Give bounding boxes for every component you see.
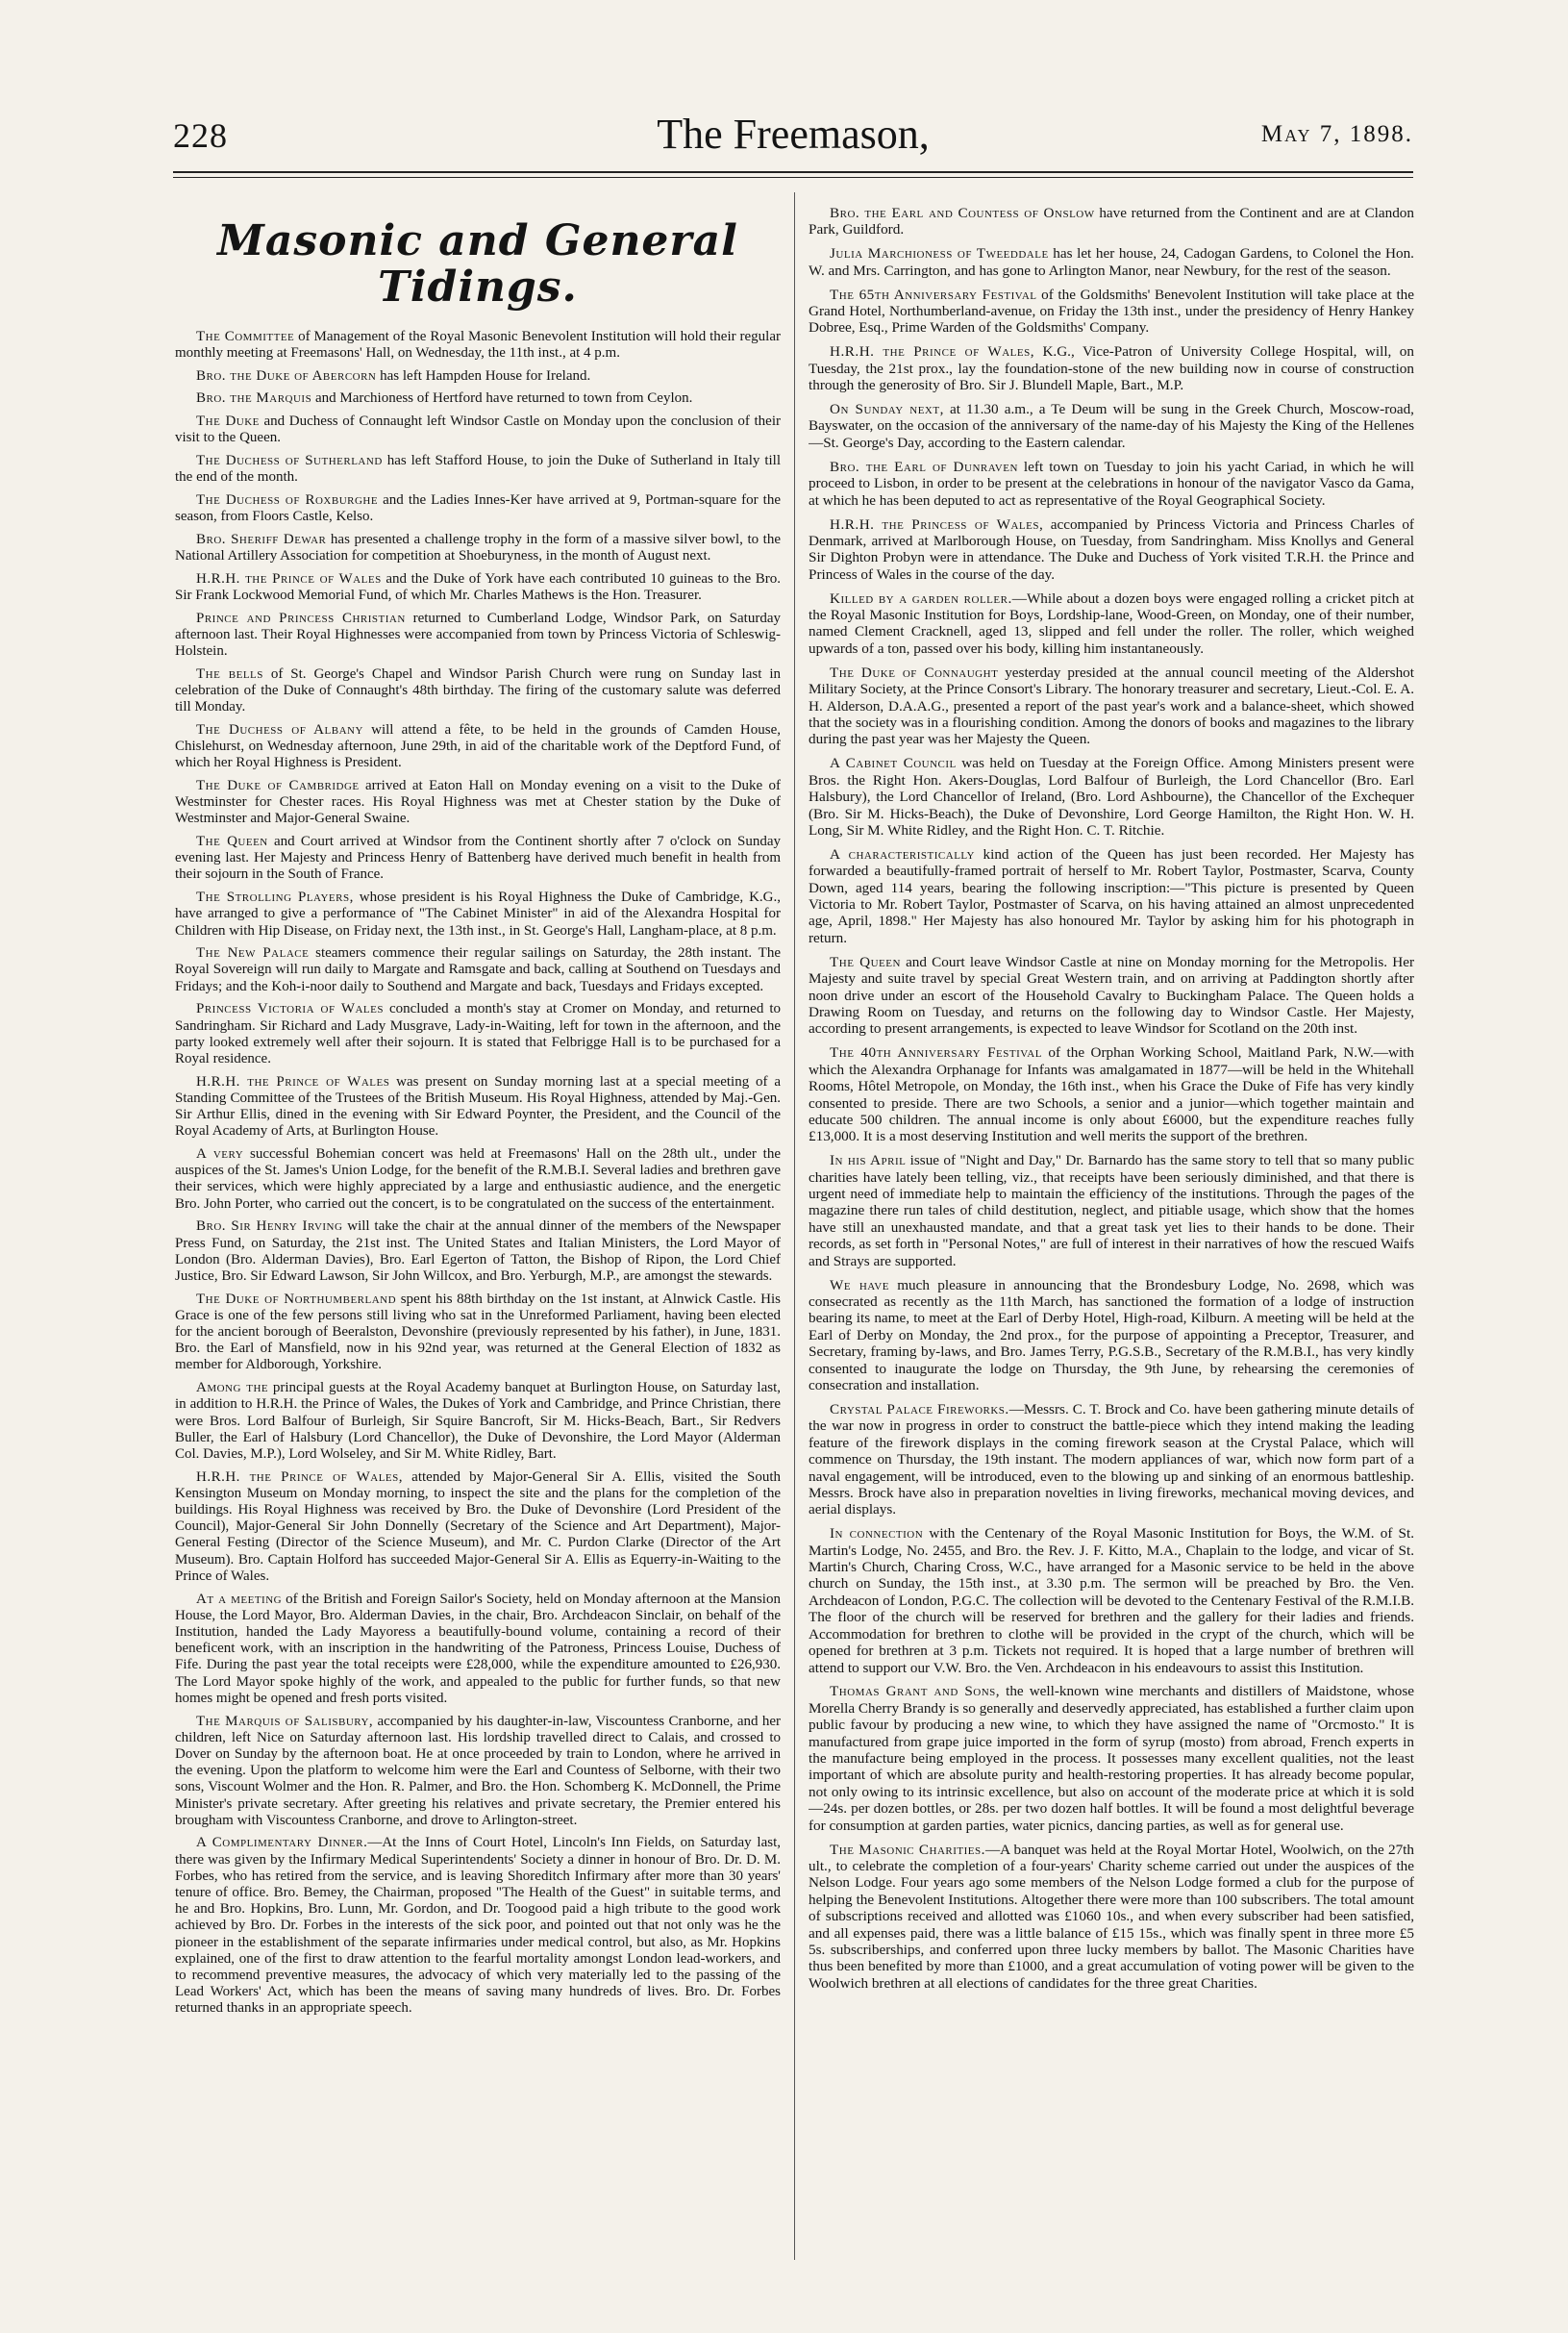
- paragraph-text: —Messrs. C. T. Brock and Co. have been gathering minute details of the war now in progress in order to construct the battle-piece which they intend making the leading feature of the firework displays in the coming firework season at the Crystal Palace, which will commence on Thursday, the 19th instant. The modern appliances of war, which now form part of a naval engagement, will be introduced, even to the blowing up and sinking of an enormous battleship. Messrs. Brock have also in preparation novelties in living fireworks, mechanical moving devices, and aerial displays.: [809, 1400, 1414, 1518]
- news-paragraph: [175, 1835, 781, 2017]
- news-paragraph: [175, 778, 781, 828]
- page-number: 228: [173, 116, 228, 155]
- paragraph-lead: Prince and Princess Christian: [196, 610, 406, 626]
- news-paragraph: [809, 846, 1414, 946]
- paragraph-text: K.G., Vice-Patron of University College Hospital, will, on Tuesday, the 21st prox., lay the foundation-stone of the new building now in course of construction through the generosity of Bro. Sir J. Blundell Maple, Bart., M.P.: [809, 343, 1414, 394]
- news-paragraph: [175, 571, 781, 604]
- paragraph-lead: The bells: [196, 665, 263, 682]
- paragraph-text: of the Orphan Working School, Maitland Park, N.W.—with which the Alexandra Orphanage for Infants was amalgamated in 1877—will be held in the Whitehall Rooms, Hôtel Metropole, on Monday, the 16th inst., when his Grace the Duke of Fife has very kindly consented to preside. There are two Schools, a senior and a junior—which together maintain and educate 500 children. The annual income is only about £6000, but the expenditure reaches fully £13,000. It is a most deserving Institution and well merits the support of the brethren.: [809, 1044, 1414, 1145]
- paragraph-lead: In his April: [830, 1152, 907, 1169]
- news-paragraph: [175, 1380, 781, 1463]
- paragraph-lead: The Duchess of Sutherland: [196, 453, 383, 468]
- paragraph-lead: On Sunday next,: [830, 401, 944, 418]
- left-column: [175, 205, 781, 2263]
- paragraph-lead: The Queen: [830, 953, 901, 970]
- news-paragraph: [175, 1292, 781, 1374]
- news-paragraph: [175, 890, 781, 940]
- news-paragraph: [175, 1001, 781, 1067]
- paragraph-lead: A Cabinet Council: [830, 755, 957, 772]
- paragraph-lead: Bro. the Marquis: [196, 390, 312, 407]
- paragraph-text: concluded a month's stay at Cromer on Monday, and returned to Sandringham. Sir Richard and Lady Musgrave, Lady-in-Waiting, left for town in the afternoon, and the party looked extremely well after their sojourn. It is stated that Felbrigge Hall is to be purchased for a Royal residence.: [175, 1001, 781, 1066]
- paragraph-text: accompanied by Princess Victoria and Princess Charles of Denmark, arrived at Marlborough House, on Tuesday, from Sandringham. Miss Knollys and General Sir Dighton Probyn were in attendance. The Duke and Duchess of York visited T.R.H. the Prince and Princess of Wales in the course of the day.: [809, 515, 1414, 583]
- paragraph-text: and the Duke of York have each contributed 10 guineas to the Bro. Sir Frank Lockwood Memorial Fund, of which Mr. Charles Mathews is the Hon. Treasurer.: [175, 570, 781, 603]
- news-paragraph: [809, 1842, 1414, 1993]
- paragraph-lead: Bro. the Earl and Countess of Onslow: [830, 205, 1095, 221]
- paragraph-lead: We have: [830, 1276, 889, 1293]
- paragraph-text: was present on Sunday morning last at a special meeting of a Standing Committee of the Trustees of the British Museum. His Royal Highness, attended by Maj.-Gen. Sir Arthur Ellis, dined in the evening with Sir Edward Poynter, the President, and the Council of the Royal Academy of Arts, at Burlington House.: [175, 1073, 781, 1140]
- paragraph-text: and Marchioness of Hertford have returned to town from Ceylon.: [311, 390, 693, 407]
- news-paragraph: [175, 414, 781, 446]
- paragraph-lead: Thomas Grant and Sons,: [830, 1683, 1001, 1700]
- news-paragraph: [809, 343, 1414, 393]
- news-paragraph: [175, 492, 781, 525]
- paragraph-text: will attend a fête, to be held in the grounds of Camden House, Chislehurst, on Wednesday afternoon, June 29th, in aid of the charitable work of the Deptford Fund, of which her Royal Highness is President.: [175, 721, 781, 771]
- paragraph-text: —While about a dozen boys were engaged rolling a cricket pitch at the Royal Masonic Institution for Boys, Lordship-lane, Wood-Green, on Monday, one of their number, named Clement Cracknell, aged 13, slipped and fell under the roller. The roller, which weighed upwards of a ton, passed over his body, killing him instantaneously.: [809, 590, 1414, 657]
- news-paragraph: [809, 287, 1414, 337]
- news-paragraph: [809, 1152, 1414, 1269]
- paragraph-lead: H.R.H. the Prince of Wales: [196, 570, 382, 587]
- paragraph-text: will take the chair at the annual dinner of the members of the Newspaper Press Fund, on Saturday, the 21st inst. The United States and Italian Ministers, the Lord Mayor of London (Bro. Alderman Davies), Bro. Earl Egerton of Tatton, the Bishop of Ripon, the Lord Chief Justice, Bro. Sir Edward Lawson, Sir John Willcox, and Bro. Yerburgh, M.P., are amongst the stewards.: [175, 1218, 781, 1284]
- news-paragraph: [809, 245, 1414, 279]
- paragraph-lead: The 40th Anniversary Festival: [830, 1044, 1042, 1062]
- news-paragraph: [175, 1592, 781, 1707]
- news-paragraph: [809, 590, 1414, 658]
- right-column: [809, 205, 1414, 2263]
- paragraph-lead: Julia Marchioness of Tweeddale: [830, 245, 1049, 263]
- paragraph-text: of the Goldsmiths' Benevolent Institution will take place at the Grand Hotel, Northumberland-avenue, on Friday the 13th inst., under the presidency of Henry Hankey Dobree, Esq., Prime Warden of the Goldsmiths' Company.: [809, 286, 1414, 337]
- paragraph-text: arrived at Eaton Hall on Monday evening on a visit to the Duke of Westminster for Chester races. His Royal Highness was met at Chester station by the Duke of Westminster and Major-General Swaine.: [175, 777, 781, 827]
- news-paragraph: [175, 834, 781, 884]
- paragraph-lead: A very: [196, 1146, 244, 1163]
- news-paragraph: [809, 401, 1414, 451]
- paragraph-text: spent his 88th birthday on the 1st instant, at Alnwick Castle. His Grace is one of the few persons still living who sat in the Unreformed Parliament, having been elected for the ancient borough of Beeralston, Devonshire (previously represented by his father), in June, 1831. Bro. the Earl of Mansfield, now in his 92nd year, was returned at the General Election of 1832 as member for Aldborough, Yorkshire.: [175, 1291, 781, 1373]
- paragraph-text: principal guests at the Royal Academy banquet at Burlington House, on Saturday last, in addition to H.R.H. the Prince of Wales, the Dukes of York and Cambridge, and Prince Christian, there were Bros. Lord Balfour of Burleigh, Sir Squire Bancroft, Sir M. Hicks-Beach, Bart., Sir Redvers Buller, the Earl of Halsbury (Lord Chancellor), the Duke of Devonshire, the Lord Mayor (Alderman Col. Davies, M.P.), Lord Wolseley, and Sir M. White Ridley, Bart.: [175, 1380, 781, 1462]
- news-paragraph: [175, 390, 781, 407]
- paragraph-lead: Crystal Palace Fireworks.: [830, 1400, 1009, 1417]
- news-paragraph: [809, 1277, 1414, 1394]
- paragraph-lead: Bro. Sir Henry Irving: [196, 1218, 343, 1235]
- paragraph-text: left town on Tuesday to join his yacht Cariad, in which he will proceed to Lisbon, in order to be present at the celebrations in honour of the navigator Vasco da Gama, at which he has been deputed to act as representative of the Royal Geographical Society.: [809, 458, 1414, 509]
- paragraph-text: has left Stafford House, to join the Duke of Sutherland in Italy till the end of the month.: [175, 453, 781, 486]
- paragraph-lead: A Complimentary Dinner.: [196, 1835, 368, 1851]
- column-divider: [794, 192, 795, 2260]
- paragraph-text: with the Centenary of the Royal Masonic Institution for Boys, the W.M. of St. Martin's Lodge, No. 2455, and Bro. the Rev. J. F. Kitto, M.A., Chaplain to the lodge, and vicar of St. Martin's Church, Charing Cross, W.C., have arranged for a Masonic service to be held in the above church on Sunday, the 15th inst., at 3.30 p.m. The sermon will be preached by Bro. the Ven. Archdeacon of London, P.G.C. The collection will be devoted to the Centenary Festival of the R.M.I.B. The floor of the church will be reserved for brethren and the gallery for their ladies and friends. Accommodation for brethren to clothe will be provided in the crypt of the church, which will be opened for brethren at 3 p.m. Tickets not required. It is hoped that a large number of brethren will attend to support our V.W. Bro. the Ven. Archdeacon in his endeavours to assist this Institution.: [809, 1525, 1414, 1676]
- issue-date: May 7, 1898.: [1260, 121, 1413, 147]
- paragraph-lead: H.R.H. the Princess of Wales,: [830, 515, 1044, 533]
- paragraph-lead: The 65th Anniversary Festival: [830, 286, 1037, 303]
- news-paragraph: [175, 532, 781, 564]
- news-paragraph: [809, 516, 1414, 584]
- news-paragraph: [809, 665, 1414, 748]
- paragraph-text: much pleasure in announcing that the Brondesbury Lodge, No. 2698, which was consecrated as recently as the 11th March, has sanctioned the formation of a lodge of instruction bearing its name, to meet at the Earl of Derby Hotel, High-road, Kilburn. A meeting will be held at the Earl of Derby on Monday, the 2nd prox., for the purpose of appointing a Preceptor, Treasurer, and Secretary, framing by-laws, and Bro. James Terry, P.G.S.B., Secretary of the R.M.B.I., has very kindly consented to inaugurate the lodge on Thursday, the 9th June, by rehearsing the ceremonies of consecration and installation.: [809, 1276, 1414, 1393]
- paragraph-lead: The Duke of Cambridge: [196, 777, 360, 793]
- article-heading: Masonic and General Tidings.: [217, 216, 738, 313]
- news-paragraph: [809, 755, 1414, 839]
- paragraph-text: was held on Tuesday at the Foreign Office. Among Ministers present were Bros. the Right Hon. Akers-Douglas, Lord Balfour of Burleigh, the Lord Chancellor (Bro. Earl Halsbury), the Lord Chancellor of Ireland, (Bro. Lord Ashbourne), the Chancellor of the Exchequer (Bro. Sir M. Hicks-Beach), the Duke of Devonshire, Lord George Hamilton, the Right Hon. W. H. Long, Sir M. White Ridley, and the Right Hon. C. T. Ritchie.: [809, 755, 1414, 839]
- news-paragraph: [809, 1525, 1414, 1676]
- paragraph-text: of St. George's Chapel and Windsor Parish Church were rung on Sunday last in celebration of the Duke of Connaught's 48th birthday. The firing of the customary salute was deferred till Monday.: [175, 665, 781, 715]
- news-paragraph: [175, 1469, 781, 1585]
- news-paragraph: [809, 954, 1414, 1038]
- paragraph-lead: Princess Victoria of Wales: [196, 1001, 384, 1017]
- paragraph-text: successful Bohemian concert was held at Freemasons' Hall on the 28th ult., under the auspices of the St. James's Union Lodge, for the benefit of the R.M.B.I. Several ladies and brethren gave their services, which were highly appreciated by a large and enthusiastic audience, and the energetic Bro. John Porter, who carried out the concert, is to be congratulated on the success of the entertainment.: [175, 1146, 781, 1212]
- paragraph-lead: In connection: [830, 1525, 924, 1543]
- paragraph-lead: H.R.H. the Prince of Wales: [196, 1073, 390, 1090]
- paragraph-text: has left Hampden House for Ireland.: [376, 367, 591, 384]
- paragraph-text: of Management of the Royal Masonic Benevolent Institution will hold their regular monthly meeting at Freemasons' Hall, on Wednesday, the 11th inst., at 4 p.m.: [175, 328, 781, 361]
- news-paragraph: [175, 1074, 781, 1141]
- paragraph-lead: Bro. the Duke of Abercorn: [196, 367, 377, 384]
- news-paragraph: [175, 945, 781, 995]
- news-paragraph: [175, 722, 781, 772]
- paragraph-lead: Bro. the Earl of Dunraven: [830, 458, 1018, 475]
- masthead: [173, 108, 1413, 165]
- paragraph-lead: The Duchess of Roxburghe: [196, 491, 379, 508]
- journal-title: The Freemason,: [657, 111, 930, 158]
- news-paragraph: [809, 1401, 1414, 1518]
- paragraph-text: at 11.30 a.m., a Te Deum will be sung in the Greek Church, Moscow-road, Bayswater, on the occasion of the anniversary of the name-day of his Majesty the King of the Hellenes—St. George's Day, according to the Eastern calendar.: [809, 401, 1414, 451]
- paragraph-text: have returned from the Continent and are at Clandon Park, Guildford.: [809, 205, 1414, 238]
- news-paragraph: [809, 1683, 1414, 1834]
- paragraph-lead: A characteristically: [830, 845, 975, 863]
- paragraph-lead: H.R.H. the Prince of Wales,: [196, 1468, 404, 1485]
- paragraph-lead: The Committee: [196, 328, 295, 344]
- paragraph-text: and Court arrived at Windsor from the Continent shortly after 7 o'clock on Sunday evening last. Her Majesty and Princess Henry of Battenberg have derived much benefit in health from their sojourn in the South of France.: [175, 834, 781, 883]
- paragraph-text: the well-known wine merchants and distillers of Maidstone, whose Morella Cherry Brandy is so generally and deservedly appreciated, has established a further claim upon public favour by producing a new wine, to which they have assigned the name of "Orcmosto." It is manufactured from grape juice imported in the form of syrup (mosto) from abroad, French experts in the manufacture being employed in the process. It possesses many excellent qualities, not the least important of which are absolute purity and health-restoring properties. It has already become popular, not only owing to its intrinsic excellence, but also on account of the moderate price at which it is sold—24s. per dozen bottles, or 28s. per two dozen half bottles. It will be found a most delightful beverage for consumption at garden parties, water picnics, dancing parties, as well as for general use.: [809, 1683, 1414, 1834]
- news-paragraph: [175, 329, 781, 362]
- paragraph-lead: Killed by a garden roller.: [830, 590, 1012, 607]
- paragraph-lead: At a meeting: [196, 1591, 283, 1607]
- paragraph-lead: The Marquis of Salisbury,: [196, 1713, 374, 1729]
- right-paragraphs: [809, 205, 1414, 1992]
- paragraph-lead: The Masonic Charities.: [830, 1841, 985, 1858]
- paragraph-lead: The Duke of Northumberland: [196, 1291, 397, 1307]
- news-paragraph: [809, 205, 1414, 238]
- paragraph-text: —At the Inns of Court Hotel, Lincoln's Inn Fields, on Saturday last, there was given by the Infirmary Medical Superintendents' Society a dinner in honour of Bro. Dr. D. M. Forbes, who has retired from the service, and is leaving Shoreditch Infirmary after more than 30 years' tenure of office. Bro. Bemey, the Chairman, proposed "The Health of the Guest" in suitable terms, and he and Bro. Hopkins, Bro. Lunn, Mr. Gordon, and Dr. Toogood paid a high tribute to the good work achieved by Bro. Dr. Forbes in the interests of the sick poor, and pointed out that not only was he the pioneer in the establishment of the separate infirmaries under medical control, but also, as Mr. Hopkins explained, one of the first to draw attention to the fearful mortality amongst London lead-workers, and to recommend preventive measures, the advocacy of which very materially led to the passing of the Lead Workers' Act, which has been the means of saving many hundreds of lives. Bro. Dr. Forbes returned thanks in an appropriate speech.: [175, 1835, 781, 2017]
- paragraph-text: steamers commence their regular sailings on Saturday, the 28th instant. The Royal Sovereign will run daily to Margate and Ramsgate and back, calling at Southend on Tuesdays and Fridays; and the Koh-i-noor daily to Southend and Margate and back, Tuesdays and Fridays excepted.: [175, 945, 781, 994]
- paragraph-text: has let her house, 24, Cadogan Gardens, to Colonel the Hon. W. and Mrs. Carrington, and has gone to Arlington Manor, near Newbury, for the rest of the season.: [809, 245, 1414, 279]
- news-paragraph: [175, 611, 781, 661]
- header-rule: [173, 171, 1413, 173]
- paragraph-text: returned to Cumberland Lodge, Windsor Park, on Saturday afternoon last. Their Royal Highnesses were accompanied from town by Princess Victoria of Schleswig-Holstein.: [175, 610, 781, 660]
- paragraph-lead: The Queen: [196, 834, 268, 850]
- news-paragraph: [175, 1218, 781, 1285]
- paragraph-lead: The Duchess of Albany: [196, 721, 363, 738]
- paragraph-text: attended by Major-General Sir A. Ellis, visited the South Kensington Museum on Monday morning, to inspect the site and the plans for the completion of the buildings. His Royal Highness was received by Bro. the Duke of Devonshire (Lord President of the Council), Major-General Sir John Donnelly (Secretary of the Science and Art Department), Major-General Festing (Director of the Science Museum), and Mr. C. Purdon Clarke (Director of the Art Museum). Bro. Captain Holford has succeeded Major-General Sir A. Ellis as Equerry-in-Waiting to the Prince of Wales.: [175, 1468, 781, 1584]
- paragraph-lead: The Duke: [196, 414, 260, 430]
- paragraph-text: has presented a challenge trophy in the form of a massive silver bowl, to the National Artillery Association for competition at Shoeburyness, in the month of August next.: [175, 531, 781, 564]
- paragraph-text: and the Ladies Innes-Ker have arrived at 9, Portman-square for the season, from Floors Castle, Kelso.: [175, 491, 781, 525]
- paragraph-lead: Among the: [196, 1380, 269, 1396]
- news-paragraph: [175, 1146, 781, 1213]
- news-paragraph: [175, 666, 781, 716]
- paragraph-text: accompanied by his daughter-in-law, Viscountess Cranborne, and her children, left Nice on Saturday afternoon last. His lordship travelled direct to Calais, and crossed to Dover on Sunday by the afternoon boat. He at once proceeded by train to London, where he arrived in the evening. Upon the platform to welcome him were the Earl and Countess of Selborne, with their two sons, Viscount Wolmer and the Hon. R. Palmer, and Bro. the Hon. Schomberg K. McDonnell, the Prime Minister's private secretary. After greeting his relatives and private secretary, the Premier entered his brougham with Viscountess Cranborne, and drove to Arlington-street.: [175, 1713, 781, 1828]
- news-paragraph: [809, 459, 1414, 509]
- paragraph-text: and Duchess of Connaught left Windsor Castle on Monday upon the conclusion of their visit to the Queen.: [175, 414, 781, 446]
- paragraph-text: and Court leave Windsor Castle at nine on Monday morning for the Metropolis. Her Majesty and suite travel by special Great Western train, and on arriving at Paddington shortly after noon drive under an escort of the Household Cavalry to Buckingham Palace. The Queen holds a Drawing Room on Tuesday, and returns on the following day to Windsor Castle. Her Majesty, according to present arrangements, is expected to leave Windsor for Scotland on the 20th inst.: [809, 953, 1414, 1038]
- paragraph-text: —A banquet was held at the Royal Mortar Hotel, Woolwich, on the 27th ult., to celebrate the completion of a four-years' Charity scheme carried out under the auspices of the Nelson Lodge. Four years ago some members of the Nelson Lodge formed a club for the purpose of helping the Benevolent Institutions. Altogether there were more than 100 subscribers. The total amount of subscriptions received and allotted was £1060 10s., and when every subscriber had been satisfied, and all expenses paid, there was a little balance of £15 15s., which was finally spent in three more £5 5s. subscriberships, and conferred upon three lucky members by ballot. The Masonic Charities have thus been benefited by more than £1000, and a great accumulation of voting power will be given to the Woolwich brethren at all elections of candidates for the three great Charities.: [809, 1841, 1414, 1992]
- news-paragraph: [175, 368, 781, 385]
- paragraph-text: yesterday presided at the annual council meeting of the Aldershot Military Society, at the Prince Consort's Library. The honorary treasurer and secretary, Lieut.-Col. E. A. H. Alderson, D.A.A.G., presented a report of the past year's work and a balance-sheet, which showed that the society was in a flourishing condition. Among the donors of books and magazines to the library during the past year was her Majesty the Queen.: [809, 664, 1414, 748]
- paragraph-lead: The New Palace: [196, 945, 310, 962]
- header-rule-thin: [173, 177, 1413, 178]
- paragraph-text: of the British and Foreign Sailor's Society, held on Monday afternoon at the Mansion House, the Lord Mayor, Bro. Alderman Davies, in the chair, Bro. Archdeacon Sinclair, on behalf of the Institution, handed the Lady Mayoress a beautifully-bound volume, containing a record of their beneficent work, with an inscription in the handwriting of the Patroness, Princess Louise, Duchess of Fife. During the past year the total receipts were £28,000, while the expenditure amounted to £26,930. The Lord Mayor spoke highly of the work, and appealed to the public for further funds, so that new homes might be opened and fresh ports visited.: [175, 1591, 781, 1706]
- left-paragraphs: [175, 329, 781, 2018]
- news-paragraph: [175, 453, 781, 486]
- news-paragraph: [809, 1044, 1414, 1144]
- paragraph-lead: The Duke of Connaught: [830, 664, 999, 681]
- paragraph-text: whose president is his Royal Highness the Duke of Cambridge, K.G., have arranged to give a performance of "The Cabinet Minister" in aid of the Alexandra Hospital for Children with Hip Disease, on Friday next, the 13th inst., in St. George's Hall, Langham-place, at 8 p.m.: [175, 890, 781, 939]
- paragraph-text: kind action of the Queen has just been recorded. Her Majesty has forwarded a beautifully-framed portrait of herself to Mr. Robert Taylor, Postmaster, Scarva, County Down, aged 114 years, bearing the following inscription:—"This picture is presented by Queen Victoria to Mr. Robert Taylor, Postmaster of Scarva, on his having attained an almost unprecedented age, April, 1898." Her Majesty has also honoured Mr. Taylor by asking him for his photograph in return.: [809, 845, 1414, 946]
- paragraph-lead: Bro. Sheriff Dewar: [196, 531, 327, 547]
- news-paragraph: [175, 1714, 781, 1829]
- paragraph-lead: H.R.H. the Prince of Wales,: [830, 343, 1034, 361]
- paragraph-lead: The Strolling Players,: [196, 890, 354, 906]
- paragraph-text: issue of "Night and Day," Dr. Barnardo has the same story to tell that so many public charities have lately been telling, viz., that receipts have been seriously diminished, and that there is urgent need of immediate help to maintain the efficiency of the institutions. Through the pages of the magazine there run tales of child destitution, neglect, and pitiable usage, which show that the homes have still an unexhausted mandate, and that a great task yet lies to their hands to be done. Their records, as set forth in "Personal Notes," are full of interest in their narratives of how the rescued Waifs and Strays are supported.: [809, 1152, 1414, 1269]
